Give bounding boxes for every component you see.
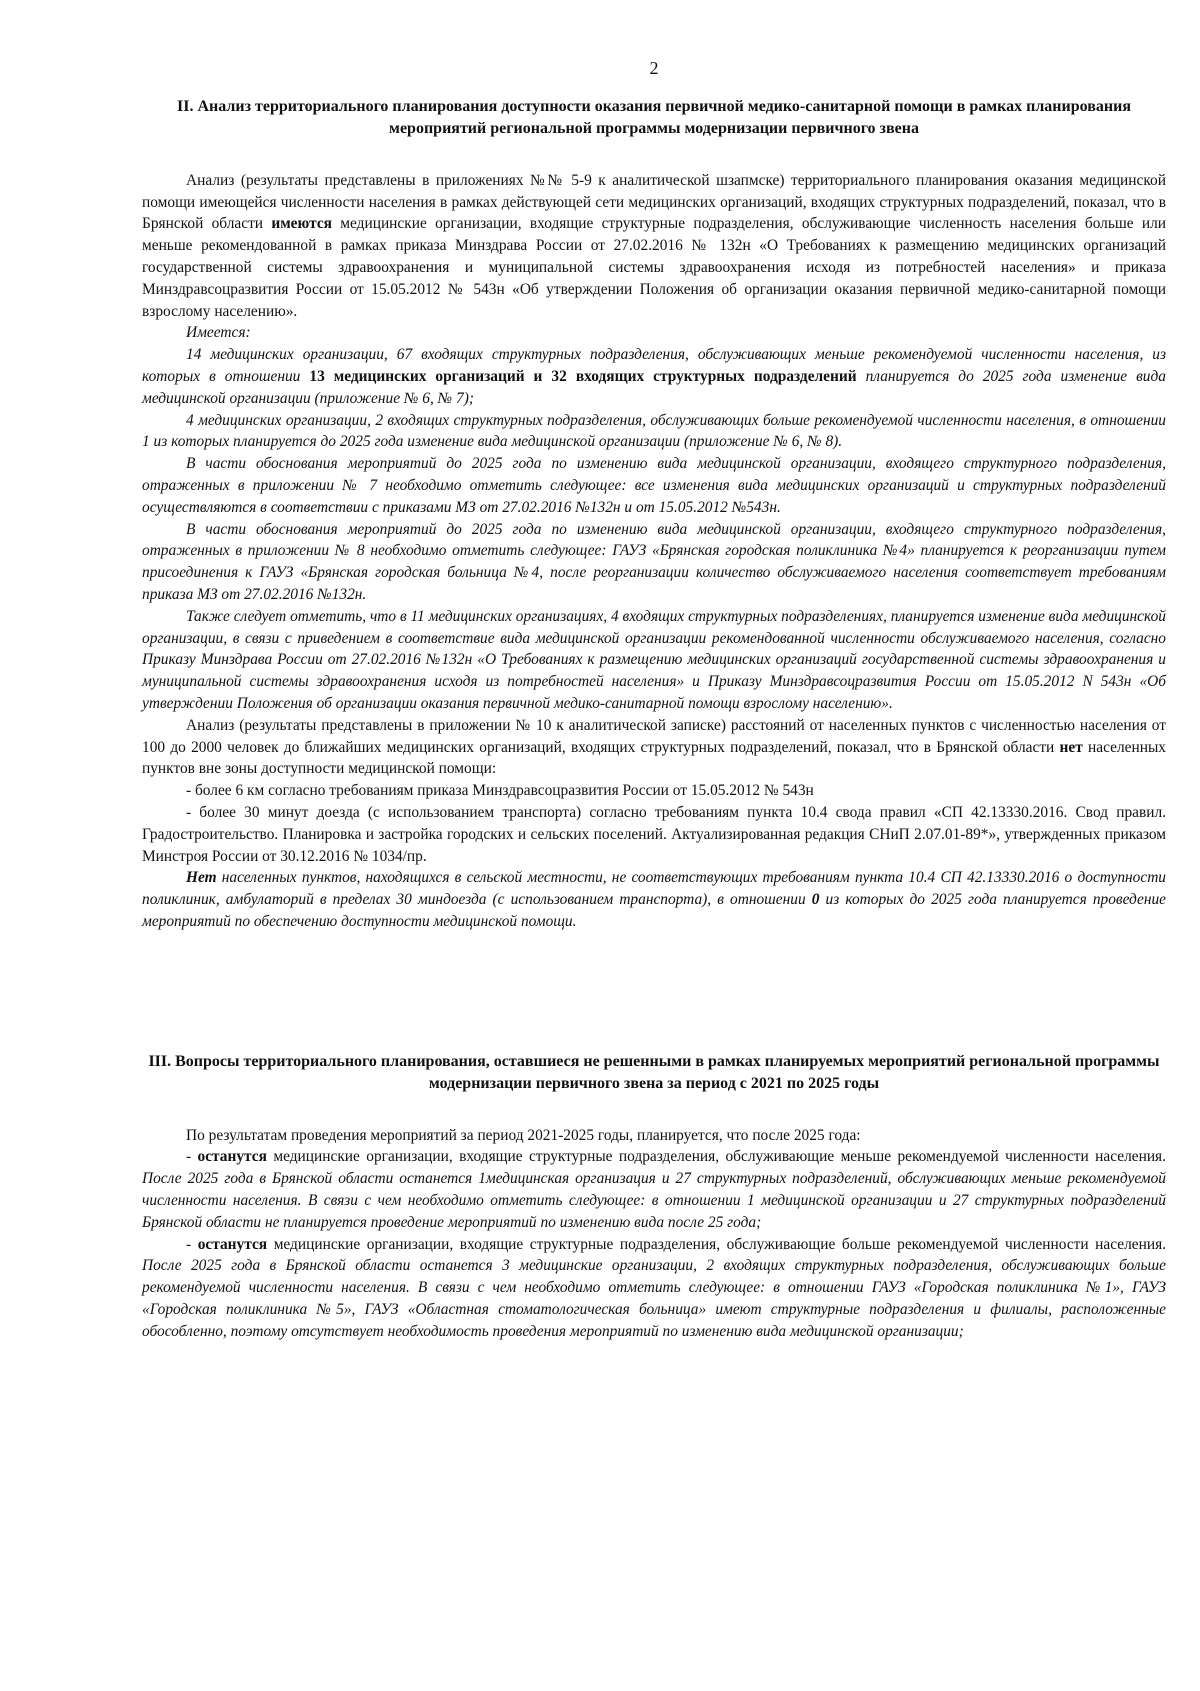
emphasis-span: Нет xyxy=(186,869,217,887)
italic-span: После 2025 года в Брянской области останется 3 медицинские организации, 2 входящих структурных подразделения, обслуживающих больше рекомендуемой численности населения. В связи с чем необходимо отметить следующее: в отношении ГАУЗ «Городская поликлиника №1», ГАУЗ «Городская поликлиника №5», ГАУЗ «Областная стоматологическая больница» имеют структурные подразделения и филиалы, расположенные обособленно, поэтому отсутствует необходимость проведения мероприятий по изменению вида медицинской организации; xyxy=(142,1257,1166,1340)
text-span: - xyxy=(186,1148,198,1166)
italic-span: После 2025 года в Брянской области останется 1медицинская организация и 27 структурных подразделений, обслуживающих меньше рекомендуемой численности населения. В связи с чем необходимо отметить следующее: в отношении 1 медицинской организации и 27 структурных подразделений Брянской области не планируется проведение мероприятий по изменению вида после 25 года; xyxy=(142,1170,1166,1231)
text-span: населенных пунктов вне зоны доступности медицинской помощи: xyxy=(142,738,1166,778)
page-number: 2 xyxy=(649,58,659,78)
section-3-heading: III. Вопросы территориального планирования, оставшиеся не решенными в рамках планируемых мероприятий региональной программы модернизации первичного звена за период с 2021 по 2025 годы xyxy=(148,1052,1160,1092)
section-2-paragraph-9: - более 6 км согласно требованиям приказа Минздравсоцразвития России от 15.05.2012 № 543н xyxy=(186,782,814,800)
text-span: 14 медицинских организации, 67 входящих структурных подразделения, обслуживающих меньше рекомендуемой численности населения, из которых в отношении xyxy=(142,346,1166,385)
section-2-heading: II. Анализ территориального планирования доступности оказания первичной медико-санитарной помощи в рамках планирования мероприятий региональной программы модернизации первичного звена xyxy=(177,97,1131,137)
section-2-paragraph-1 xyxy=(142,170,1166,323)
section-2-paragraph-4: 4 медицинских организации, 2 входящих структурных подразделения, обслуживающих больше рекомендуемой численности населения, в отношении 1 из которых планируется до 2025 года изменение вида медицинской организации (приложение № 6, № 8). xyxy=(142,411,1166,451)
text-span: Анализ (результаты представлены в приложении № 10 к аналитической записке) расстояний от населенных пунктов с численностью населения от 100 до 2000 человек до ближайших медицинских организаций, входящих структурных подразделений, показал, что в Брянской области xyxy=(142,716,1166,756)
emphasis-span: имеются xyxy=(271,215,332,233)
section-2-paragraph-2: Имеется: xyxy=(186,324,251,342)
section-3-paragraph-3 xyxy=(142,1234,1166,1343)
section-2-paragraph-5: В части обоснования мероприятий до 2025 года по изменению вида медицинской организации, входящего структурного подразделения, отраженных в приложении № 7 необходимо отметить следующее: все изменения вида медицинских организаций и структурных подразделений осуществляются в соответствии с приказами МЗ от 27.02.2016 №132н и от 15.05.2012 №543н. xyxy=(142,455,1166,516)
text-span: медицинские организации, входящие структурные подразделения, обслуживающие меньше рекомендуемой численности населения. xyxy=(266,1148,1166,1166)
emphasis-span: 13 медицинских организаций и 32 входящих структурных подразделений xyxy=(309,367,857,385)
text-span: медицинские организации, входящие структурные подразделения, обслуживающие больше рекомендуемой численности населения. xyxy=(267,1235,1166,1253)
text-span: из которых до 2025 года планируется проведение мероприятий по обеспечению доступности медицинской помощи. xyxy=(142,891,1166,930)
text-span: Анализ (результаты представлены в приложениях №№ 5-9 к аналитической шзапмске) территориального планирования оказания медицинской помощи имеющейся численности населения в рамках действующей сети медицинских организаций, входящих структурных подразделений, показал, что в Брянской области xyxy=(142,171,1166,233)
section-2-paragraph-11 xyxy=(142,867,1166,932)
section-2-paragraph-10: - более 30 минут доезда (с использованием транспорта) согласно требованиям пункта 10.4 свода правил «СП 42.13330.2016. Свод правил. Градостроительство. Планировка и застройка городских и сельских поселений. Актуализированная редакция СНиП 2.07.01-89*», утвержденных приказом Минстроя России от 30.12.2016 № 1034/пр. xyxy=(142,803,1166,865)
section-3-paragraph-1: По результатам проведения мероприятий за период 2021-2025 годы, планируется, что после 2025 года: xyxy=(186,1126,861,1144)
text-span: - xyxy=(186,1235,198,1253)
text-span: населенных пунктов, находящихся в сельской местности, не соответствующих требованиям пункта 10.4 СП 42.13330.2016 о доступности поликлиник, амбулаторий в пределах 30 миндоезда (с использованием транспорта), в отношении xyxy=(142,869,1166,909)
section-2-paragraph-8 xyxy=(142,715,1166,780)
section-2-paragraph-3 xyxy=(142,344,1166,409)
section-2-paragraph-7: Также следует отметить, что в 11 медицинских организациях, 4 входящих структурных подразделениях, планируется изменение вида медицинской организации, в связи с приведением в соответствие вида медицинской организации рекомендованной численности обслуживаемого населения, согласно Приказу Минздрава России от 27.02.2016 №132н «О Требованиях к размещению медицинских организаций государственной системы здравоохранения и муниципальной системы здравоохранения исходя из потребностей населения» и Приказу Минздравсоцразвития России от 15.05.2012 N 543н «Об утверждении Положения об организации оказания первичной медико-санитарной помощи взрослому населению». xyxy=(142,607,1166,712)
emphasis-span: останутся xyxy=(197,1235,268,1253)
emphasis-span: останутся xyxy=(197,1148,267,1166)
emphasis-span: 0 xyxy=(811,891,820,909)
section-2-paragraph-6: В части обоснования мероприятий до 2025 года по изменению вида медицинской организации, входящего структурного подразделения, отраженных в приложении № 8 необходимо отметить следующее: ГАУЗ «Брянская городская поликлиника №4» планируется к реорганизации путем присоединения к ГАУЗ «Брянская городская больница №4, после реорганизации количество обслуживаемого населения соответствует требованиям приказа МЗ от 27.02.2016 №132н. xyxy=(142,520,1166,603)
text-span: медицинские организации, входящие структурные подразделения, обслуживающие численность населения больше или меньше рекомендованной в рамках приказа Минздрава России от 27.02.2016 № 132н «О Требованиях к размещению медицинских организаций государственной системы здравоохранения и муниципальной системы здравоохранения исходя из потребностей населения» и приказа Минздравсоцразвития России от 15.05.2012 № 543н «Об утверждении Положения об организации оказания первичной медико-санитарной помощи взрослому населению». xyxy=(142,215,1167,320)
section-3-paragraph-2 xyxy=(142,1146,1166,1233)
text-span: планируется до 2025 года изменение вида медицинской организации (приложение № 6, № 7); xyxy=(142,367,1166,407)
emphasis-span: нет xyxy=(1059,738,1083,756)
